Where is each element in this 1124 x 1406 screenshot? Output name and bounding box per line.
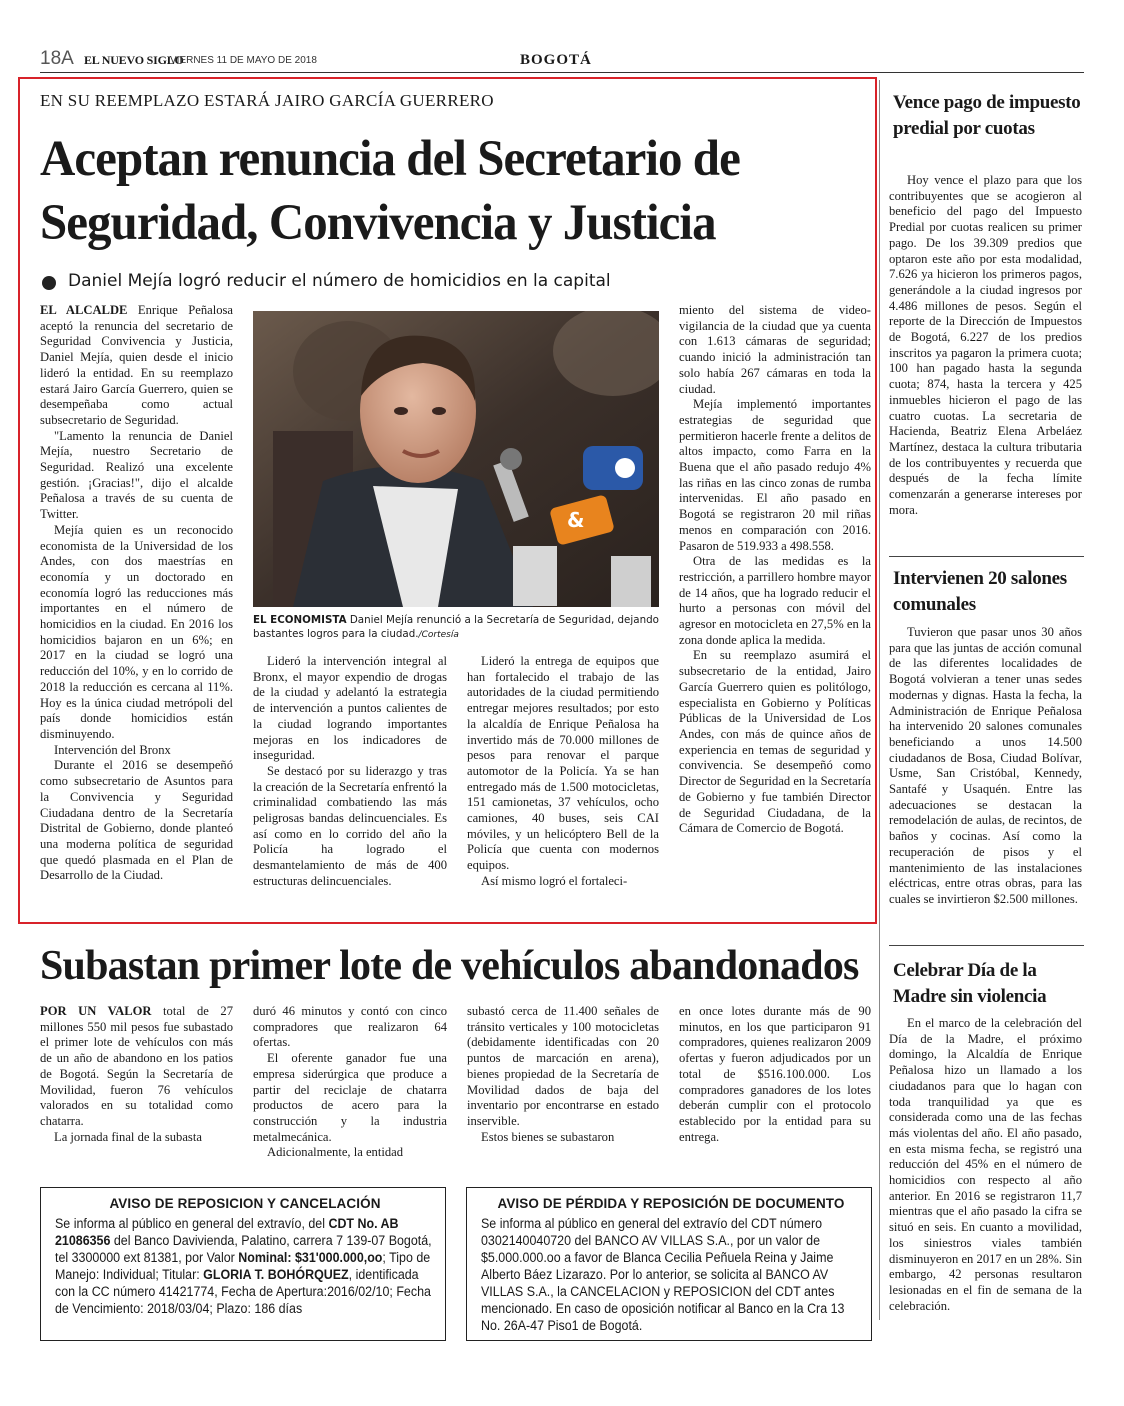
caption-text: Daniel Mejía renunció a la Secretaría de Seguridad, dejando bastantes logros para la ciudad.: [253, 614, 659, 640]
paragraph: Durante el 2016 se desempeñó como subsecretario de Asuntos para la Convivencia y Seguridad Ciudadana dentro de la Secretaría Distrital de Gobierno, donde planteó una moderna política de seguridad que quedó plasmada en el Plan de Desarrollo de la Ciudad.: [40, 758, 233, 883]
notice-text-bold: Nominal: $31'000.000,oo: [238, 1250, 383, 1265]
sidebar-divider: [889, 945, 1084, 946]
story-kicker: EN SU REEMPLAZO ESTARÁ JAIRO GARCÍA GUERRERO: [40, 91, 494, 110]
second-story-column-1: [40, 1004, 233, 1145]
paragraph: duró 46 minutos y contó con cinco compradores que realizaron 64 ofertas.: [253, 1004, 447, 1050]
second-story-column-3: [467, 1004, 659, 1145]
sidebar-story: [889, 173, 1082, 518]
paragraph-text: total de 27 millones 550 mil pesos fue subastado el primer lote de vehículos con más de un año de abandono en los patios de Bogotá. Según la Secretaría de Movilidad, fueron 76 vehículos valorados en su totalidad como chatarra.: [40, 1004, 233, 1128]
page-number: 18A: [40, 48, 74, 69]
paragraph: [40, 303, 233, 429]
paragraph: Así mismo logró el fortaleci-: [481, 873, 628, 888]
paragraph: Otra de las medidas es la restricción, a parrillero hombre mayor de 14 años, que ha logrado reducir el hurto a personas con móvil del agresor en motocicleta en 27,5% en la zona donde aplica la medida.: [679, 554, 871, 647]
paragraph: Estos bienes se subastaron: [481, 1129, 615, 1144]
photo-caption: [253, 613, 659, 642]
story-column-3: [467, 654, 659, 890]
story-column-1: [40, 303, 233, 884]
paragraph: En el marco de la celebración del Día de la Madre, el próximo domingo, la Alcaldía de Enrique Peñalosa hizo un llamado a los ciudadanos para que lo hagan con toda tranquilidad ya que es considerada como una de las fechas más violentas del año. El año pasado, en esta misma fecha, se registró una reducción del 45% en el número de homicidios con respecto al año anterior. En 2016 se registraron 11,7 mientras que el año pasado la cifra se situó en seis. En cuanto a movilidad, los siniestros viales también disminuyeron en 2017 en un 28%. Sin embargo, 42 personas resultaron lesionadas en el fin de semana de la celebración.: [889, 1016, 1082, 1313]
second-story-headline: Subastan primer lote de vehículos abandonados: [40, 943, 859, 989]
svg-text:&: &: [567, 508, 585, 532]
publication-date: VIERNES 11 DE MAYO DE 2018: [170, 55, 317, 66]
notice-text-bold: CDT No. AB 21086356: [55, 1216, 399, 1248]
news-photo: [253, 311, 659, 607]
story-column-4: [679, 303, 871, 837]
story-subhead: Daniel Mejía logró reducir el número de homicidios en la capital: [68, 271, 611, 291]
paragraph: subastó cerca de 11.400 señales de tránsito verticales y 100 motocicletas (debidamente identificadas con 20 puntos de marcación en arena), bienes propiedad de la Secretaría de Movilidad dados de baja del inventario por encontrarse en estado inservible.: [467, 1004, 659, 1128]
photo-illustration: [253, 311, 659, 607]
paragraph: Hoy vence el plazo para que los contribuyentes que se acogieron al beneficio del pago del Impuesto Predial por cuotas realicen su primer pago. De los 39.309 predios que optaron este año por esta modalidad, 7.626 ya hicieron los primeros pagos, generándole a la ciudad ingresos por 4.486 millones de pesos. Según el reporte de la Dirección de Impuestos de Bogotá, 6.227 de los predios inscritos ya pagaron la primera cuota; 100 han pagado hasta la segunda cuota; 874, hasta la tercera y 425 inmuebles hicieron el pago de las cuatro cuotas. La secretaria de Hacienda, Beatriz Elena Arbeláez Martínez, destaca la cultura tributaria de los contribuyentes y recuerda que después de la fecha límite comenzarán a generarse intereses por mora.: [889, 173, 1082, 517]
paragraph: Tuvieron que pasar unos 30 años para que las juntas de acción comunal de las diferentes localidades de Bogotá volvieran a tener unas sedes modernas y dignas. Hasta la fecha, la Administración de Enrique Peñalosa ha intervenido 20 salones comunales beneficiando a unos 14.500 ciudadanos de Bosa, Ciudad Bolívar, Usme, San Cristóbal, Kennedy, Santafé y Usaquén. Entre las adecuaciones se destacan la remodelación de aulas, de recintos, de baños y cocinas. Así como la recuperación de pisos y el mantenimiento de las instalaciones eléctricas, entre otras obras, para las cuales se invirtieron $2.500 millones.: [889, 625, 1082, 906]
paragraph: Adicionalmente, la entidad: [267, 1145, 404, 1160]
notice-text: Se informa al público en general del extravío, del: [55, 1216, 329, 1231]
paragraph: miento del sistema de video-vigilancia de la ciudad que ya cuenta con 1.613 cámaras de seguridad; cuando inició la administración tan solo había 267 cámaras en toda la ciudad.: [679, 303, 871, 396]
sidebar-story: [889, 1016, 1082, 1314]
notice-text: del Banco Davivienda, Palatino, carrera 7 139-07 Bogotá, tel 3300000 ext 81381, por Valor: [55, 1233, 432, 1265]
paragraph: Lideró la entrega de equipos que han fortalecido el trabajo de las autoridades de la ciudad permitiendo entregar mejores resultados; por esto la alcaldía de Enrique Peñalosa ha invertido más de 70.000 millones de pesos para renovar el parque automotor de la Policía. Ya se han entregado más de 1.500 motocicletas, 151 camionetas, 37 vehículos, ocho camiones, 40 buses, seis CAI móviles, y un helicóptero Bell de la Policía que cuenta con modernos equipos.: [467, 654, 659, 873]
paragraph: El oferente ganador fue una empresa siderúrgica que produce a partir del reciclaje de chatarra productos de acero para la construcción y la industria metalmecánica.: [253, 1051, 447, 1144]
notice-text: , identificada con la CC número 41421774, Fecha de Apertura:2016/02/10; Fecha de Vencimiento: 2018/03/04; Plazo: 186 días: [55, 1267, 431, 1316]
paragraph: en once lotes durante más de 90 minutos, en los que participaron 91 compradores, quienes realizaron 2009 ofertas y fueron adjudicados por un total de $516.100.000. Los compradores ganadores de los lotes deberán cumplir con el protocolo establecido por la entidad para su entrega.: [679, 1004, 871, 1144]
notice-text-bold: GLORIA T. BOHÓRQUEZ: [203, 1267, 349, 1282]
notice-body: [55, 1215, 433, 1317]
intertitle: Intervención del Bronx: [54, 742, 171, 757]
newspaper-name: EL NUEVO SIGLO: [84, 53, 184, 67]
second-story-column-2: [253, 1004, 447, 1161]
lead-word: EL ALCALDE: [40, 303, 128, 317]
second-story-column-4: [679, 1004, 871, 1145]
lead-word: POR UN VALOR: [40, 1004, 152, 1018]
sidebar-rule: [879, 80, 880, 1320]
paragraph: Lideró la intervención integral al Bronx, el mayor expendio de drogas de la ciudad y adelantó la estrategia de intervención a puntos calientes de la ciudad logrando importantes mejoras en los indicadores de inseguridad.: [253, 654, 447, 763]
section-title: BOGOTÁ: [520, 52, 592, 68]
paragraph: Mejía quien es un reconocido economista de la Universidad de los Andes, con dos maestrías en economía y un doctorado en economía logró las reducciones más importantes en el número de homicidios en la ciudad. En 2016 los homicidios bajaron en un 6%; en 2017 en la ciudad se logró una reducción del 10%, y en lo corrido de 2018 la reducción es cercana al 11%. Hoy es la única ciudad metrópoli del país donde homicidios están disminuyendo.: [40, 522, 233, 741]
paragraph: La jornada final de la subasta: [54, 1129, 202, 1144]
sidebar-headline: Vence pago de impuesto predial por cuotas: [893, 92, 1081, 139]
notice-text: ; Tipo de Manejo: Individual; Titular:: [55, 1250, 431, 1282]
notice-body: Se informa al público en general del extravío del CDT número 0302140040720 del BANCO AV VILLAS S.A., por un valor de $5.000.000.oo a favor de Blanca Cecilia Peñuela Reina y Jaime Alberto Báez Lizarazo. Por lo anterior, se solicita al BANCO AV VILLAS S.A., la CANCELACION y REPOSICION del CDT antes mencionado. En caso de oposición notificar al Banco en la Cra 13 No. 26A-47 Piso1 de Bogotá.: [481, 1216, 845, 1333]
photo-credit: /Cortesía: [418, 630, 459, 640]
paragraph-text: Enrique Peñalosa aceptó la renuncia del secretario de Seguridad Convivencia y Justicia, Daniel Mejía, quien desde el inicio lideró la entidad. En su reemplazo estará Jairo García Guerrero, quien se desempeñaba como actual subsecretario de Seguridad.: [40, 303, 233, 427]
paragraph: Se destacó por su liderazgo y tras la creación de la Secretaría enfrentó la criminalidad combatiendo las más peligrosas bandas delincuenciales. Es así como en lo corrido del año la Policía ha logrado el desmantelamiento de más de 400 estructuras delincuenciales.: [253, 763, 447, 888]
sidebar-story: [889, 625, 1082, 908]
paragraph: "Lamento la renuncia de Daniel Mejía, nuestro Secretario de Seguridad. Realizó una excelente gestión. ¡Gracias!", dijo el alcalde Peñalosa a través de su cuenta de Twitter.: [40, 428, 233, 522]
paragraph: En su reemplazo asumirá el subsecretario de la entidad, Jairo García Guerrero quien es politólogo, especialista en Gobierno y Políticas Públicas de la Universidad de Los Andes, con más de quince años de experiencia en temas de seguridad y convivencia. Se desempeñó como Director de Seguridad en la Secretaría de Gobierno y fue también Director de Seguridad Ciudadana, de la Cámara de Comercio de Bogotá.: [679, 648, 871, 836]
legal-notice-box: [466, 1187, 872, 1341]
sidebar-headline: Celebrar Día de la Madre sin violencia: [893, 960, 1047, 1007]
header-rule: [40, 72, 1084, 73]
sidebar-headline: Intervienen 20 salones comunales: [893, 568, 1067, 615]
notice-title: AVISO DE PÉRDIDA Y REPOSICIÓN DE DOCUMENTO: [497, 1196, 845, 1211]
legal-notice-box: [40, 1187, 446, 1341]
bullet-icon: [42, 276, 56, 290]
sidebar-divider: [889, 556, 1084, 557]
paragraph: [40, 1004, 233, 1130]
story-column-2: [253, 654, 447, 890]
story-headline: Aceptan renuncia del Secretario de Seguridad, Convivencia y Justicia: [40, 131, 740, 251]
notice-title: AVISO DE REPOSICION Y CANCELACIÓN: [109, 1196, 381, 1211]
paragraph: Mejía implementó importantes estrategias de seguridad que permitieron hacerle frente a delitos de altos impacto, como Farra en la Buena que el año pasado redujo 4% las riñas en las cinco zonas de rumba intervenidas. El año pasado en Bogotá se registraron 20 mil riñas menos en comparación con 2016. Pasaron de 519.933 a 498.558.: [679, 397, 871, 553]
caption-lead: EL ECONOMISTA: [253, 614, 347, 626]
